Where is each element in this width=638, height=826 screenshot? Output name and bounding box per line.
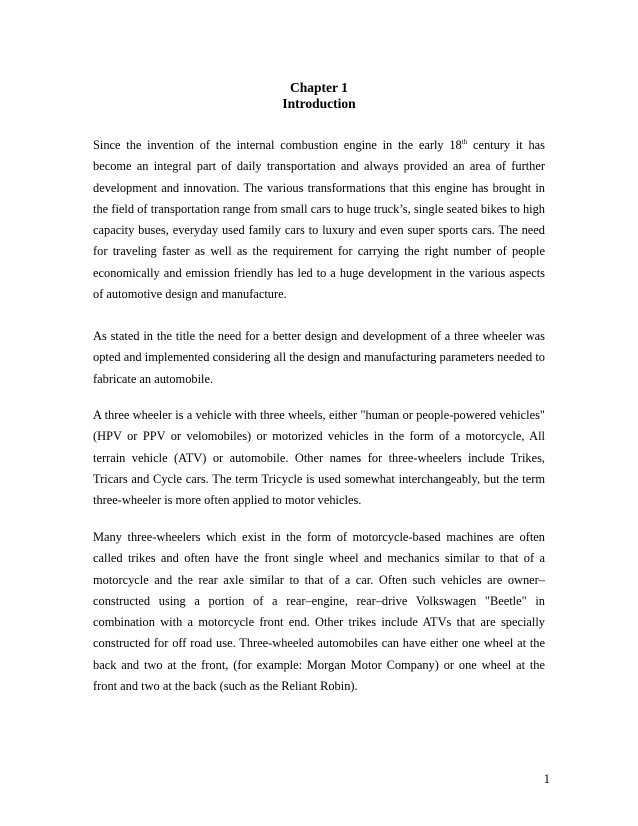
paragraph-1-text-start: Since the invention of the internal combustion engine in the early 18: [93, 138, 462, 152]
chapter-heading: Chapter 1: [290, 80, 348, 95]
paragraph-3: A three wheeler is a vehicle with three wheels, either "human or people-powered vehicles" (HPV or PPV or velomobiles) or motorized vehicles in the form of a motorcycle, All terrain vehicle (ATV) or automobile. Other names for three-wheelers include Trikes, Tricars and Cycle cars. The term Tricycle is used somewhat interchangeably, but the term three-wheeler is more often applied to motor vehicles.: [93, 408, 545, 508]
paragraph-1: [93, 135, 545, 305]
ordinal-superscript: th: [461, 137, 468, 146]
section-title: Introduction: [282, 96, 356, 111]
paragraph-1-text-end: century it has become an integral part of daily transportation and always provided an area of further development and innovation. The various transformations that this engine has brought in the field of transportation range from small cars to huge truck’s, single seated bikes to high capacity buses, everyday used family cars to luxury and even super sports cars. The need for traveling faster as well as the requirement for carrying the right number of people economically and emission friendly has led to a huge development in the various aspects of automotive design and manufacture.: [93, 138, 545, 302]
page-number: 1: [543, 772, 550, 786]
paragraph-4: Many three-wheelers which exist in the form of motorcycle-based machines are often called trikes and often have the front single wheel and mechanics similar to that of a motorcycle and the rear axle similar to that of a car. Often such vehicles are owner–constructed using a portion of a rear–engine, rear–drive Volkswagen "Beetle" in combination with a motorcycle front end. Other trikes include ATVs that are specially constructed for off road use. Three-wheeled automobiles can have either one wheel at the back and two at the front, (for example: Morgan Motor Company) or one wheel at the front and two at the back (such as the Reliant Robin).: [93, 530, 545, 694]
paragraph-2: As stated in the title the need for a better design and development of a three wheeler was opted and implemented considering all the design and manufacturing parameters needed to fabricate an automobile.: [93, 329, 545, 386]
